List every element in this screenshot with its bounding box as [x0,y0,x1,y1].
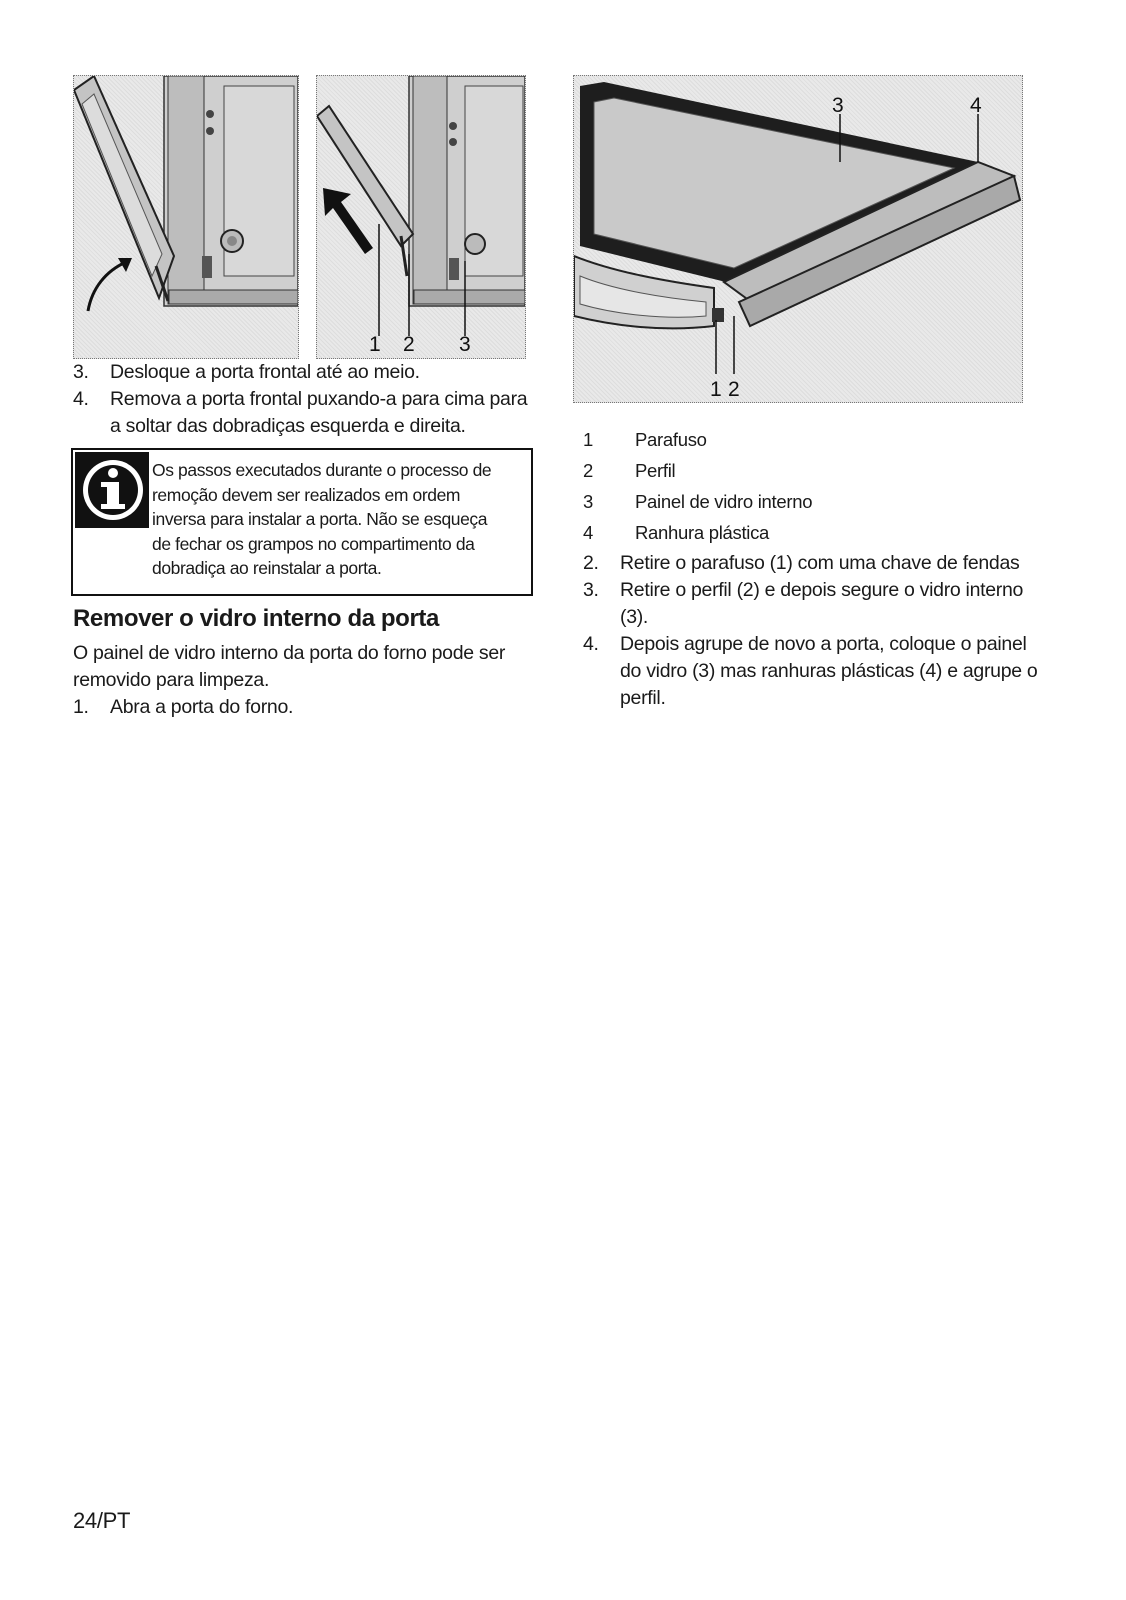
step-4-right: 4. Depois agrupe de novo a porta, coloque o painel do vidro (3) mas ranhuras plásticas (4) e agrupe o perfil. [583,633,1038,709]
info-note-text [152,458,528,581]
step-2-right: 2. Retire o parafuso (1) com uma chave de fendas [583,552,1020,574]
step-4: 4. Remova a porta frontal puxando-a para cima para a soltar das dobradiças esquerda e direita. [73,388,528,437]
step-3: 3. Desloque a porta frontal até ao meio. [73,361,420,383]
callout-2: 2 [728,378,740,401]
info-note [71,448,533,596]
section-heading: Remover o vidro interno da porta [73,605,439,632]
callout-4: 4 [970,94,982,117]
callout-2: 2 [403,333,415,356]
callout-3: 3 [832,94,844,117]
page-number: 24/PT [73,1508,131,1533]
figure-inner-glass-panel [573,75,1023,403]
info-line: Os passos executados durante o processo de [152,460,492,480]
figure-door-hinge-lift [316,75,526,359]
section-intro: O painel de vidro interno da porta do forno pode ser removido para limpeza. [73,642,506,691]
step-1: 1. Abra a porta do forno. [73,696,294,718]
figure-door-hinge-left [73,75,299,359]
info-line: inversa para instalar a porta. Não se esqueça [152,509,488,529]
info-line: dobradiça ao reinstalar a porta. [152,558,382,578]
callout-1: 1 [710,378,722,401]
callout-1: 1 [369,333,381,356]
info-line: remoção devem ser realizados em ordem [152,484,461,505]
info-icon [75,452,149,528]
step-3-right: 3. Retire o perfil (2) e depois segure o vidro interno (3). [583,579,1024,628]
info-line: de fechar os grampos no compartimento da [152,533,475,554]
callout-3: 3 [459,333,471,356]
